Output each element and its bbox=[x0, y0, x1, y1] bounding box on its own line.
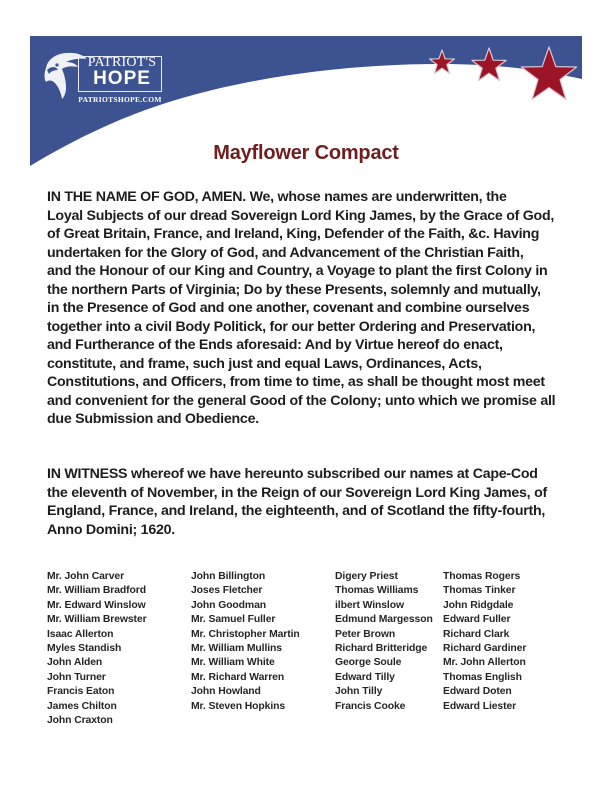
logo-main-text: HOPE bbox=[93, 68, 151, 89]
text-line: Anno Domini; 1620. bbox=[47, 521, 175, 538]
text-line: of Great Britain, France, and Ireland, King, Defender of the Faith, &c. Having bbox=[47, 226, 540, 242]
text-line: Constitutions, and Officers, from time to time, as shall be thought most meet bbox=[47, 374, 545, 390]
signatory-name: Mr. Edward Winslow bbox=[47, 599, 146, 611]
text-line: in the Presence of God and one another, covenant and combine ourselves bbox=[47, 300, 530, 316]
signatory-name: Mr. William White bbox=[191, 657, 275, 669]
text-line: Loyal Subjects of our dread Sovereign Lord King James, by the Grace of God, bbox=[47, 207, 555, 224]
text-line: undertaken for the Glory of God, and Advancement of the Christian Faith, bbox=[47, 244, 524, 261]
logo-url-text: PATRIOTSHOPE.COM bbox=[78, 95, 162, 104]
text-line: and Furtherance of the Ends aforesaid: And by Virtue hereof do enact, bbox=[47, 337, 503, 353]
signatory-name: James Chilton bbox=[47, 700, 117, 712]
signatory-column-1 bbox=[47, 570, 147, 728]
text-line: the eleventh of November, in the Reign of our Sovereign Lord King James, of bbox=[47, 484, 547, 501]
signatory-name: Mr. Steven Hopkins bbox=[191, 700, 286, 712]
signatory-name: Mr. John Allerton bbox=[443, 657, 526, 669]
signatory-column-3 bbox=[335, 570, 433, 714]
signatory-name: Thomas Williams bbox=[335, 585, 419, 597]
signatory-name: Richard Gardiner bbox=[443, 643, 527, 655]
signatory-name: Mr. Richard Warren bbox=[191, 671, 285, 683]
signatory-name: John Billington bbox=[191, 571, 266, 582]
signatory-name: Thomas Tinker bbox=[443, 585, 516, 597]
text-line: due Submission and Obedience. bbox=[47, 411, 259, 427]
signatory-name: Isaac Allerton bbox=[47, 628, 114, 640]
signatory-name: Richard Britteridge bbox=[335, 643, 428, 655]
signatory-name: John Alden bbox=[47, 657, 103, 669]
document-title: Mayflower Compact bbox=[213, 142, 399, 164]
signatory-name: Digery Priest bbox=[335, 571, 398, 582]
signatory-name: Thomas Rogers bbox=[443, 571, 521, 582]
signatory-name: John Goodman bbox=[191, 599, 266, 611]
signatory-name: George Soule bbox=[335, 657, 402, 669]
text-line: and convenient for the general Good of the Colony; unto which we promise all bbox=[47, 392, 556, 409]
signatory-name: John Tilly bbox=[335, 686, 383, 698]
signatory-name: John Howland bbox=[191, 686, 261, 698]
signatory-name: Joses Fletcher bbox=[191, 585, 263, 597]
logo-top-text: PATRIOT'S bbox=[87, 55, 157, 70]
signatory-name: Mr. John Carver bbox=[47, 571, 125, 582]
witness-paragraph bbox=[47, 465, 582, 539]
text-line: together into a civil Body Politick, for our better Ordering and Preservation, bbox=[47, 318, 536, 335]
signatory-name: Edward Doten bbox=[443, 686, 512, 698]
signatory-name: ilbert Winslow bbox=[335, 599, 404, 611]
signatory-name: Myles Standish bbox=[47, 643, 122, 655]
patriots-hope-logo[interactable] bbox=[42, 48, 172, 108]
signatory-name: Edward Fuller bbox=[443, 614, 511, 626]
signatory-name: Mr. Samuel Fuller bbox=[191, 614, 276, 626]
text-line: IN THE NAME OF GOD, AMEN. We, whose names are underwritten, the bbox=[47, 189, 507, 205]
compact-paragraph bbox=[47, 188, 582, 429]
signatory-name: Mr. William Bradford bbox=[47, 585, 146, 597]
text-line: the northern Parts of Virginia; Do by these Presents, solemnly and mutually, bbox=[47, 281, 541, 298]
text-line: and the Honour of our King and Country, a Voyage to plant the first Colony in bbox=[47, 263, 548, 279]
signatory-name: Mr. Christopher Martin bbox=[191, 628, 300, 640]
signatory-name: Francis Eaton bbox=[47, 686, 115, 698]
signatory-name: Edward Liester bbox=[443, 700, 517, 712]
signatory-column-2 bbox=[191, 570, 300, 714]
text-line: constitute, and frame, such just and equal Laws, Ordinances, Acts, bbox=[47, 355, 482, 372]
signatory-name: Edward Tilly bbox=[335, 671, 395, 683]
signatory-name: John Turner bbox=[47, 671, 106, 683]
signatory-name: Mr. William Mullins bbox=[191, 643, 282, 655]
signatory-name: John Ridgdale bbox=[443, 599, 514, 611]
text-line: IN WITNESS whereof we have hereunto subscribed our names at Cape-Cod bbox=[47, 466, 538, 482]
text-line: England, France, and Ireland, the eighteenth, and of Scotland the fifty-fourth, bbox=[47, 503, 546, 519]
signatory-name: Mr. William Brewster bbox=[47, 614, 147, 626]
signatory-name: Thomas English bbox=[443, 671, 522, 683]
signatory-column-4 bbox=[443, 570, 526, 714]
signatory-name: Francis Cooke bbox=[335, 700, 406, 712]
signatory-name: Richard Clark bbox=[443, 628, 510, 640]
signatory-name: John Craxton bbox=[47, 715, 113, 727]
signatory-name: Peter Brown bbox=[335, 628, 396, 640]
signatory-name: Edmund Margesson bbox=[335, 614, 433, 626]
